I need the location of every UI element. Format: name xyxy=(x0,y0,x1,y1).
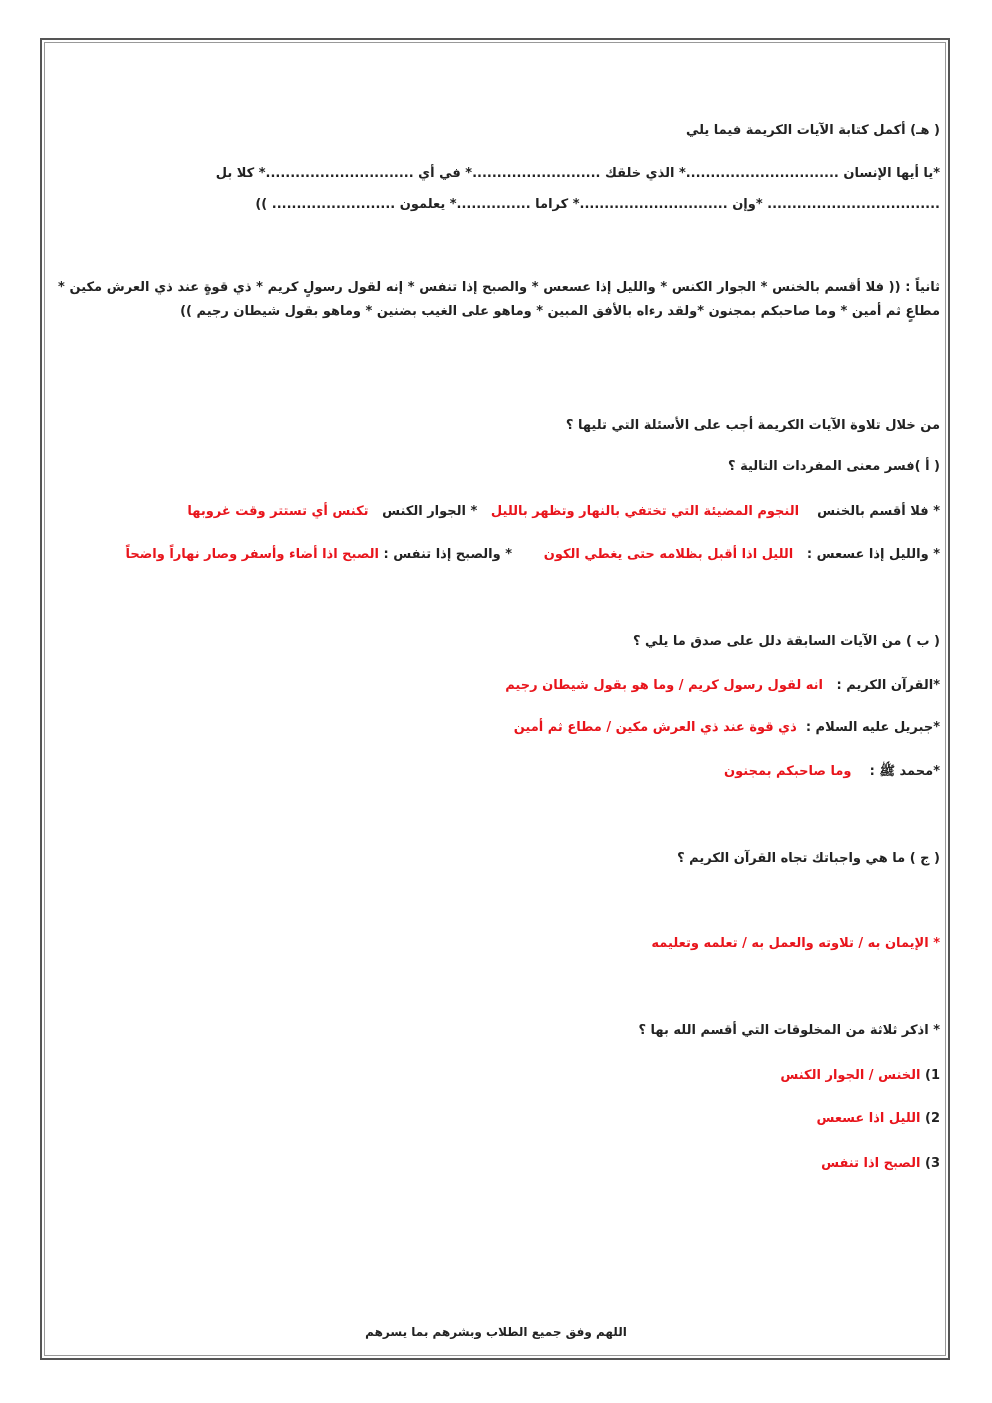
meaning-jawar: تكنس أي تستتر وقت غروبها xyxy=(187,504,369,519)
list-item xyxy=(780,1067,940,1085)
section-c-heading: ( ج ) ما هي واجباتك تجاه القرآن الكريم ؟ xyxy=(677,851,940,866)
section-h-line2: ................................... *وإن ..............................* كراما ...............* يعلمون ......................... )) xyxy=(255,197,940,212)
term-jawar: * الجوار الكنس xyxy=(382,504,478,519)
label-muhammad: *محمد ﷺ : xyxy=(869,764,940,779)
item-text: الصبح اذا تنفس xyxy=(821,1156,921,1171)
section-b-item-quran xyxy=(505,677,940,695)
section-h-heading: ( هـ) أكمل كتابة الآيات الكريمة فيما يلي xyxy=(685,123,940,138)
section-d-heading: * اذكر ثلاثة من المخلوقات التي أقسم الله بها ؟ xyxy=(638,1023,940,1038)
item-number: 1) xyxy=(925,1068,940,1083)
term-khunnas: * فلا أقسم بالخنس xyxy=(817,504,940,519)
section-a-row2 xyxy=(125,546,940,564)
item-text: الليل اذا عسعس xyxy=(816,1111,921,1126)
footer-prayer: اللهم وفق جميع الطلاب وبشرهم بما يسرهم xyxy=(365,1325,627,1339)
answer-jibril: ذي قوة عند ذي العرش مكين / مطاع ثم أمين xyxy=(513,720,797,735)
answer-muhammad: وما صاحبكم بمجنون xyxy=(724,764,852,779)
meaning-layl: الليل اذا أقبل بظلامه حتى يغطي الكون xyxy=(543,547,794,562)
meaning-subh: الصبح اذا أضاء وأسفر وصار نهاراً واضحاً xyxy=(125,547,379,562)
label-jibril: *جبريل عليه السلام : xyxy=(805,720,940,735)
section-b-item-muhammad xyxy=(724,763,940,781)
answer-quran: انه لقول رسول كريم / وما هو بقول شيطان رجيم xyxy=(505,678,823,693)
section-b-heading: ( ب ) من الآيات السابقة دلل على صدق ما يلي ؟ xyxy=(632,634,940,649)
item-text: الخنس / الجوار الكنس xyxy=(780,1068,921,1083)
meaning-khunnas: النجوم المضيئة التي تختفي بالنهار وتظهر بالليل xyxy=(490,504,800,519)
verses-paragraph: ثانياً : (( فلا أقسم بالخنس * الجوار الكنس * والليل إذا عسعس * والصبح إذا تنفس * إنه لقول رسولٍ كريم * ذي قوةٍ عند ذي العرش مكين * مطاعٍ ثم أمين * وما صاحبكم بمجنون *ولقد رءاه بالأفق المبين * وماهو على الغيب بضنين * وماهو بقول شيطان رجيم )) xyxy=(58,280,940,319)
label-quran: *القرآن الكريم : xyxy=(836,678,940,693)
item-number: 2) xyxy=(925,1111,940,1126)
page-border xyxy=(40,38,950,1360)
section-a-row1 xyxy=(187,503,940,521)
list-item xyxy=(821,1155,940,1173)
term-subh: * والصبح إذا تنفس : xyxy=(383,547,513,562)
section-c-answer: * الإيمان به / تلاوته والعمل به / تعلمه وتعليمه xyxy=(651,936,940,951)
section-b-item-jibril xyxy=(514,719,940,737)
item-number: 3) xyxy=(925,1156,940,1171)
questions-intro: من خلال تلاوة الآيات الكريمة أجب على الأسئلة التي تليها ؟ xyxy=(565,418,940,433)
term-layl: * والليل إذا عسعس : xyxy=(806,547,940,562)
list-item xyxy=(816,1110,940,1128)
section-a-heading: ( أ )فسر معنى المفردات التالية ؟ xyxy=(728,459,940,474)
section-h-line1: *يا أيها الإنسان ...............................* الذي خلقك ..........................* في أي ..............................* كلا بل xyxy=(215,166,940,181)
